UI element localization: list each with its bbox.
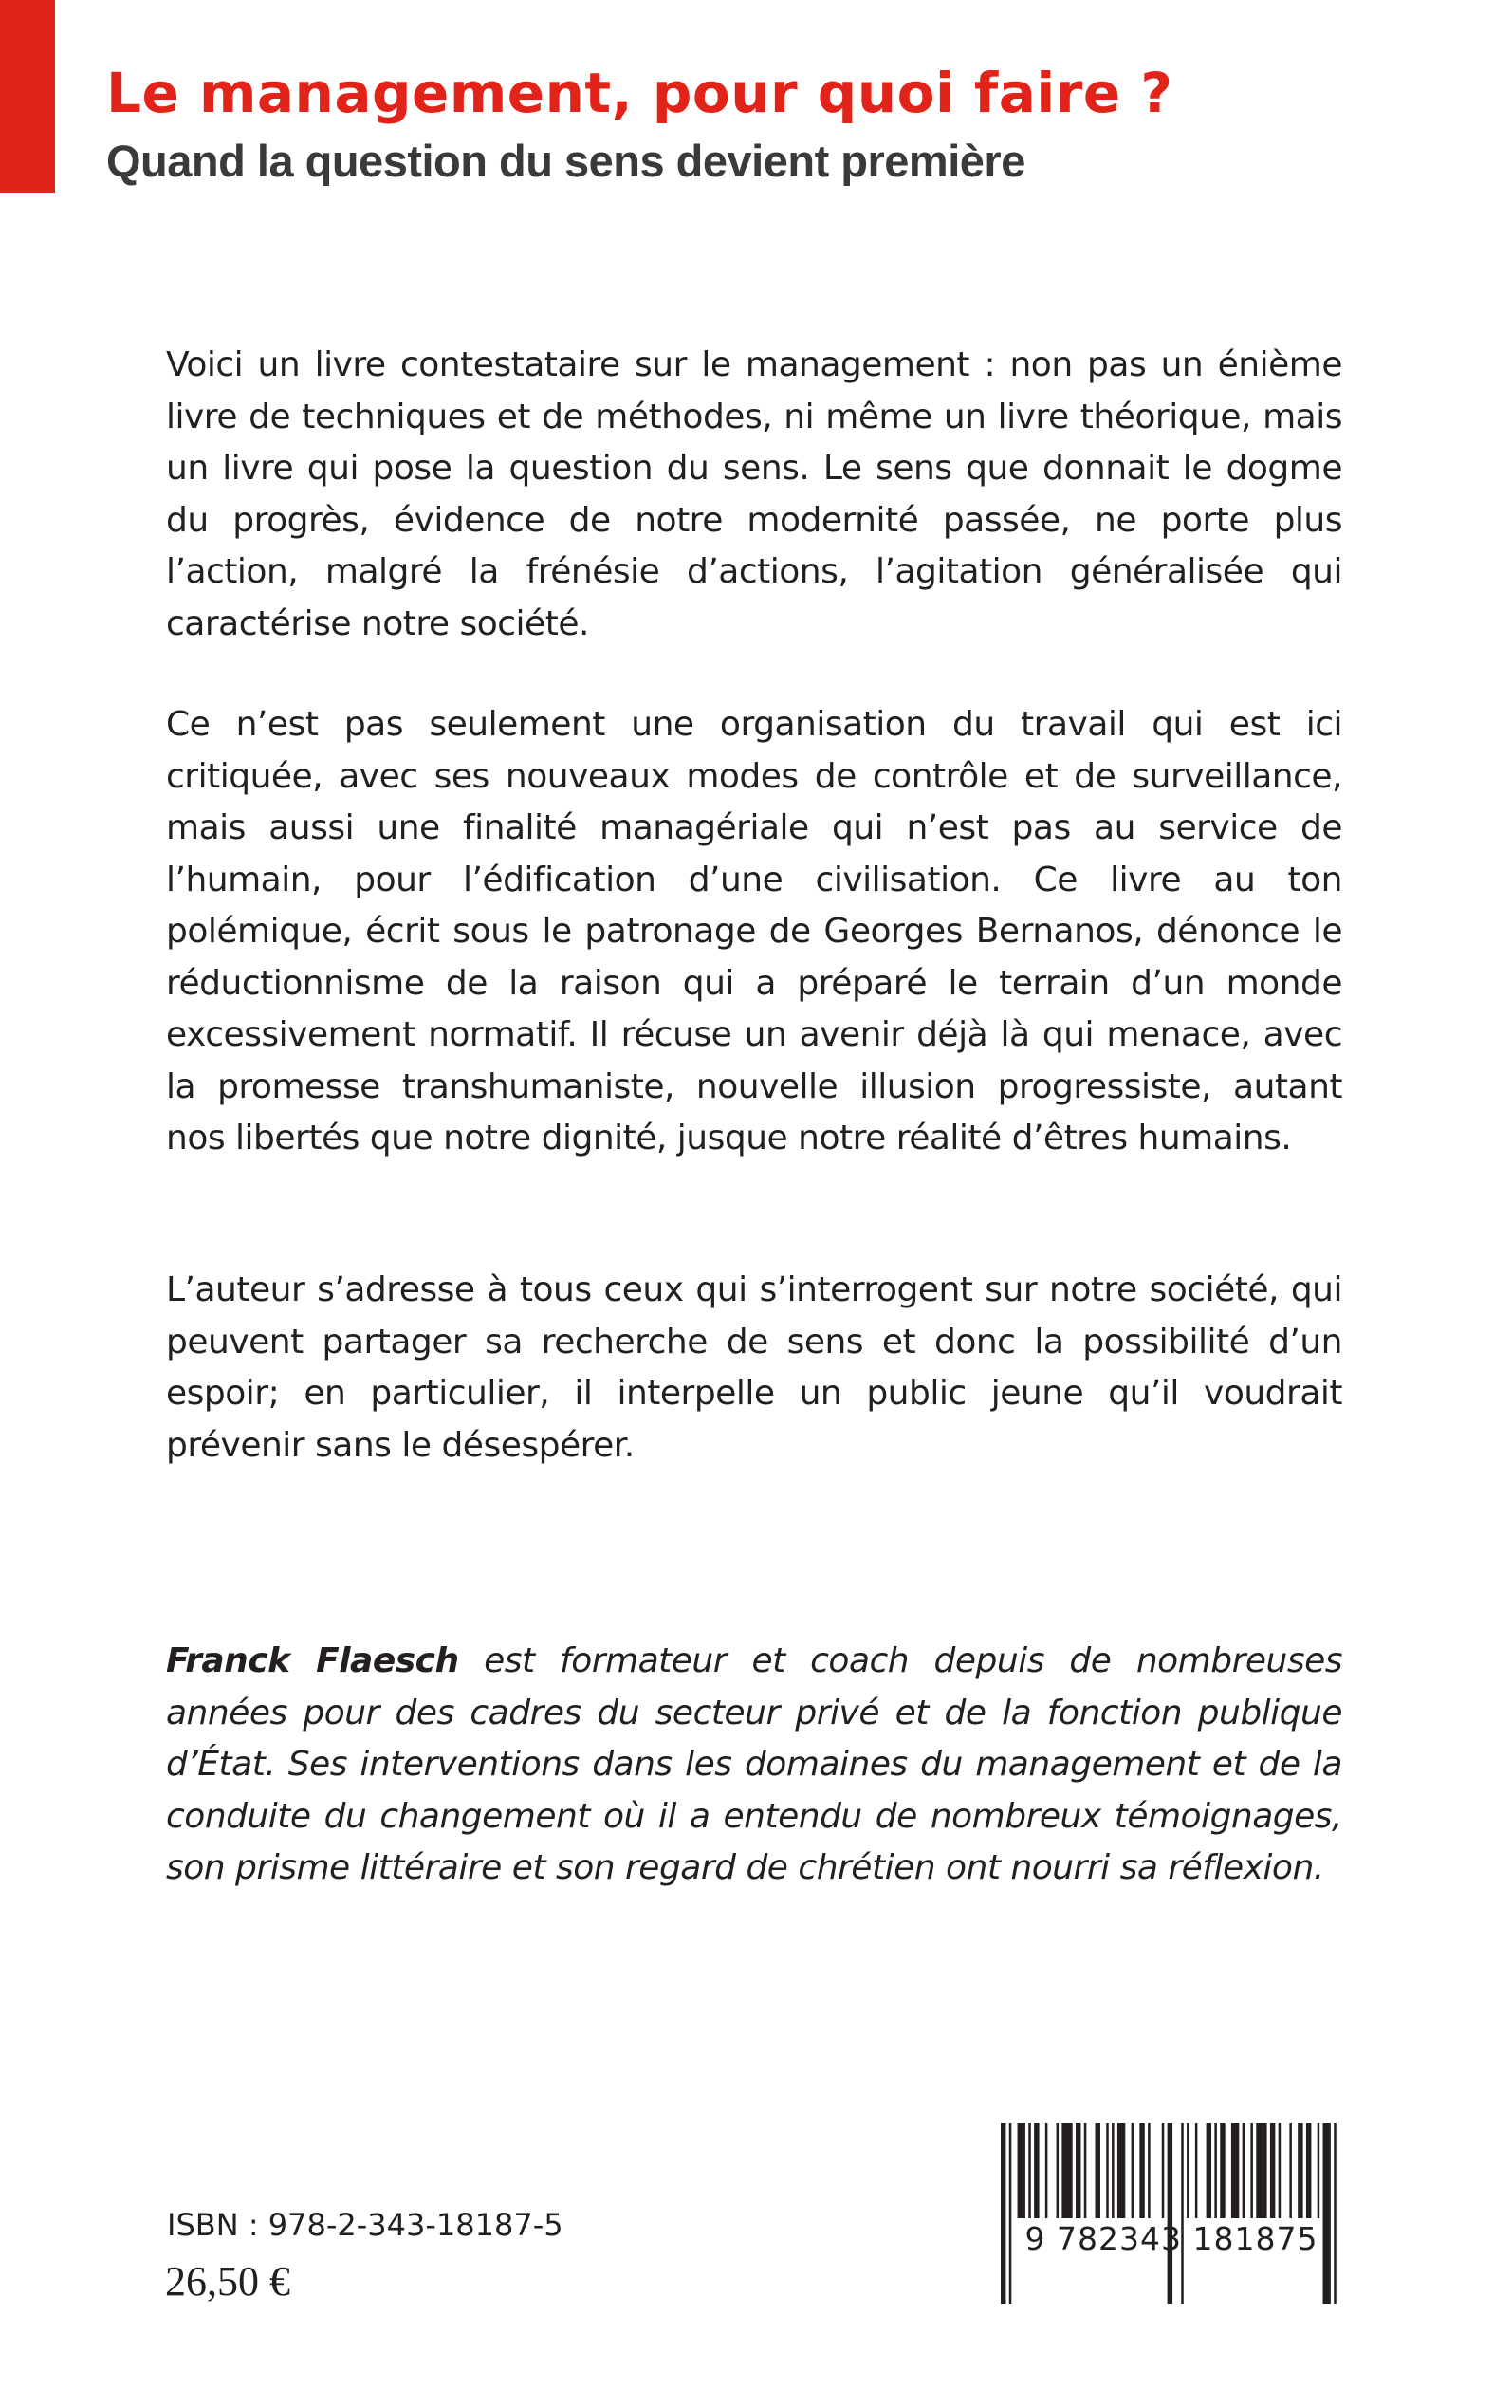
author-bio-text: est formateur et coach depuis de nombreuses années pour des cadres du secteur privé et de la fonction publique d’État. Ses interventions dans les domaines du management et de la conduite du changement où il a entendu de nombreux témoignages, son prisme littéraire et son regard de chrétien ont nourri sa réflexion. <box>166 1641 1343 1887</box>
summary-paragraph-1: Voici un livre contestataire sur le management : non pas un énième livre de techniques et de méthodes, ni même un livre théorique, mais un livre qui pose la question du sens. Le sens que donnait le dogme du progrès, évidence de notre modernité passée, ne porte plus l’action, malgré la frénésie d’actions, l’agitation généralisée qui caractérise notre société. <box>166 345 1342 643</box>
summary-paragraph-2: Ce n’est pas seulement une organisation du travail qui est ici critiquée, avec ses nouveaux modes de contrôle et de surveillance, mais aussi une finalité managériale qui n’est pas au service de l’humain, pour l’édification d’une civilisation. Ce livre au ton polémique, écrit sous le patronage de Georges Bernanos, dénonce le réductionnisme de la raison qui a préparé le terrain d’un monde excessivement normatif. Il récuse un avenir déjà là qui menace, avec la promesse transhumaniste, nouvelle illusion progressiste, autant nos libertés que notre dignité, jusque notre réalité d’êtres humains. <box>166 705 1342 1158</box>
author-bio <box>166 1636 1342 1895</box>
book-title: Le management, pour quoi faire ? <box>106 61 1173 125</box>
accent-bar <box>0 0 55 193</box>
barcode-icon <box>1001 2123 1342 2304</box>
book-subtitle: Quand la question du sens devient première <box>106 136 1025 186</box>
isbn-label: ISBN : 978-2-343-18187-5 <box>167 2207 563 2243</box>
author-name: Franck Flaesch <box>166 1641 459 1680</box>
summary-paragraph-3: L’auteur s’adresse à tous ceux qui s’interrogent sur notre société, qui peuvent partager sa recherche de sens et donc la possibilité d’un espoir; en particulier, il interpelle un public jeune qu’il voudrait prévenir sans le désespérer. <box>166 1270 1342 1465</box>
price-label: 26,50 € <box>165 2258 290 2305</box>
barcode-digits: 9 782343 181875 <box>1024 2220 1318 2257</box>
